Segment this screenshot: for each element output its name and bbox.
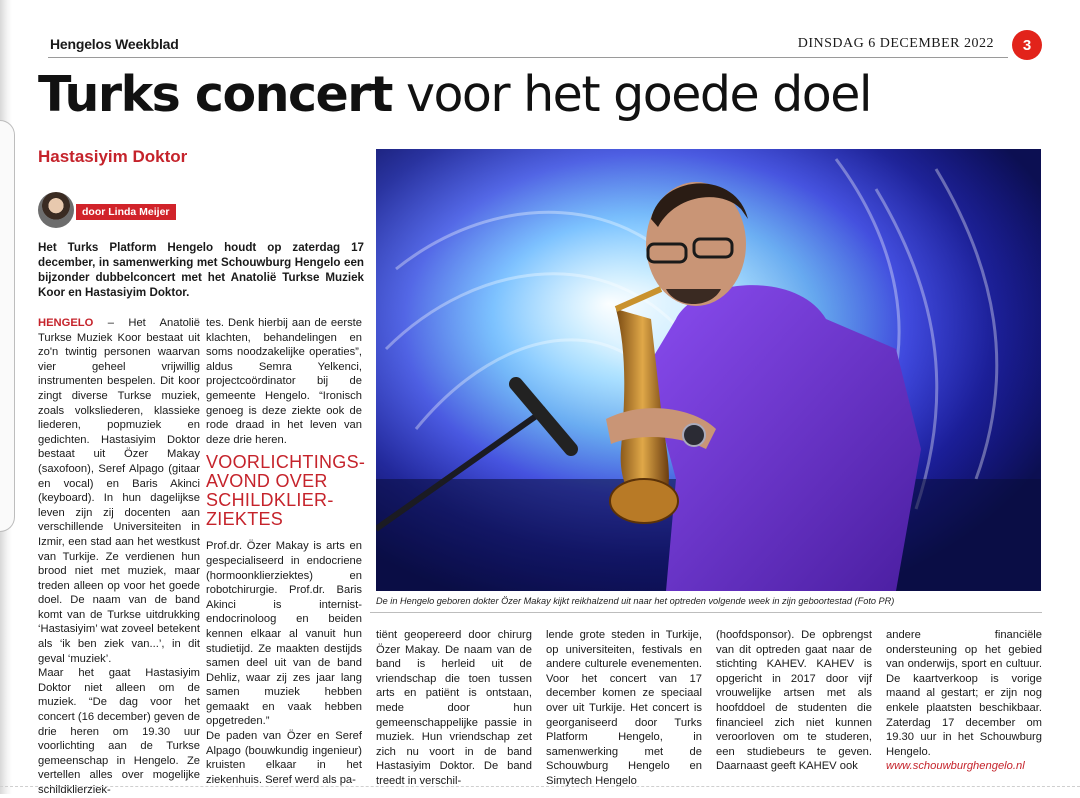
column-4 [546,628,702,789]
wristwatch [683,424,705,446]
photo-caption: De in Hengelo geboren dokter Özer Makay kijkt reikhalzend uit naar het optreden volgende week in zijn geboortestad (Foto PR) [376,596,895,606]
page-turn-handle[interactable] [0,120,15,532]
subhead: Hastasiyim Doktor [38,147,188,166]
column-3 [376,628,532,789]
col2-paragraph-3: De paden van Özer en Seref Alpago (bouwkundig ingenieur) kruisten elkaar in het ziekenhuis. Seref werd als pa- [206,730,362,786]
col4-text: lende grote steden in Turkije, op universiteiten, festivals en andere culturele evenementen. Voor het concert van 17 december komen ze speciaal over uit Turkije. Het concert is georganiseerd door Turks Platform Hengelo, in samenwerking met de Schouwburg Hengelo en Simytech Hengelo [546,629,702,787]
col1-text: – Het Anatolië Turkse Muziek Koor bestaat uit zo'n twintig personen waarvan vier geheel vrijwillig instrumenten bespelen. Dit koor zingt diverse Turkse muziek, zoals volksliederen, klassieke liederen, popmuziek en gedichten. Hastasiyim Doktor bestaat uit Özer Makay (saxofoon), Seref Alpago (gitaar en vocal) en Baris Akinci (keyboard). In hun dagelijkse leven zijn zij docenten aan verschillende Universiteiten in Izmir, een stad aan het westkust van Turkije. Ze verdienen hun brood niet met muziek, maar treden alleen op voor het goede doel. De naam van de band komt van de Turkse uitdrukking ‘Hastasiyim’ wat zoveel betekent als ‘ik ben ziek van...’, in dit geval ‘muziek’. [38,317,200,665]
lead-paragraph: Het Turks Platform Hengelo houdt op zaterdag 17 december, in samenwerking met Schouwburg Hengelo een bijzonder dubbelconcert met het Anatolië Turkse Muziek Koor en Hastasiyim Doktor. [38,241,364,299]
caption-rule [370,612,1042,613]
saxophonist-illustration [376,149,1041,591]
concert-photo [376,149,1041,591]
col1-paragraph-2: Maar het gaat Hastasiyim Doktor niet alleen om de muziek. “De dag voor het concert (16 december) geven de drie heren om 19.30 uur voorlichting aan de Turkse gemeenschap in Hengelo. Ze vertellen alles over mogelijke schildklierziek- [38,667,200,796]
headline-bold: Turks concert [38,66,392,123]
column-1 [38,316,200,798]
dateline: HENGELO [38,317,94,329]
paper-name: Hengelos Weekblad [50,36,179,52]
col6-text: andere financiële ondersteuning op het gebied van onderwijs, sport en cultuur. De kaartverkoop is vorige maand al gestart; er zijn nog enkele plaatsten beschikbaar. Zaterdag 17 december om 19.30 uur in het Schouwburg Hengelo. [886,629,1042,758]
page-bottom-edge [0,786,1080,787]
interhead: VOORLICHTINGS-AVOND OVER SCHILDKLIER-ZIEKTES [206,452,366,530]
byline: door Linda Meijer [76,204,176,220]
page-header [40,34,1042,58]
col5-text: (hoofdsponsor). De opbrengst van dit optreden gaat naar de stichting KAHEV. KAHEV is opgericht in 2017 door vijf vrouwelijke artsen met als hoofddoel de studenten die financieel zich niet kunnen veroorloven om te studeren, een studiebeurs te geven. Daarnaast geeft KAHEV ook [716,629,872,773]
sax-bell [610,479,678,523]
col2-paragraph-2: Prof.dr. Özer Makay is arts en gespecialiseerd in endocriene (hormoonklierziektes) en robotchirurgie. Prof.dr. Baris Akinci is internist-endocrinoloog en beiden kennen elkaar al vanuit hun studietijd. Ze maakten destijds samen deel uit van de band Dehliz, waar zij zes jaar lang samen muziek hebben gemaakt en vaak hebben opgetreden.” [206,540,362,728]
headline [38,66,871,123]
headline-light: voor het goede doel [405,66,872,123]
page-number-badge: 3 [1012,30,1042,60]
column-6 [886,628,1042,774]
col3-text: tiënt geopereerd door chirurg Özer Makay. De naam van de band is herleid uit de vriendschap die toen tussen arts en patiënt is ontstaan, mede door hun gemeenschappelijke passie in muziek. Hun vriendschap zet zich nu voort in de band Hastasiyim Doktor. De band treedt in verschil- [376,629,532,787]
col1-paragraph-1 [38,316,200,666]
publication-date: DINSDAG 6 DECEMBER 2022 [797,36,994,51]
website-link[interactable]: www.schouwburghengelo.nl [886,760,1025,773]
column-2 [206,316,366,787]
col2-paragraph-1: tes. Denk hierbij aan de eerste klachten, behandelingen en soms noodzakelijke operaties”, aldus Semra Yelkenci, projectcoördinator bij de gemeente Hengelo. “Ironisch genoeg is deze ziekte ook de rode draad in het leven van deze drie heren. [206,317,362,446]
column-5 [716,628,872,774]
author-avatar [38,192,74,228]
header-rule [48,57,1008,58]
